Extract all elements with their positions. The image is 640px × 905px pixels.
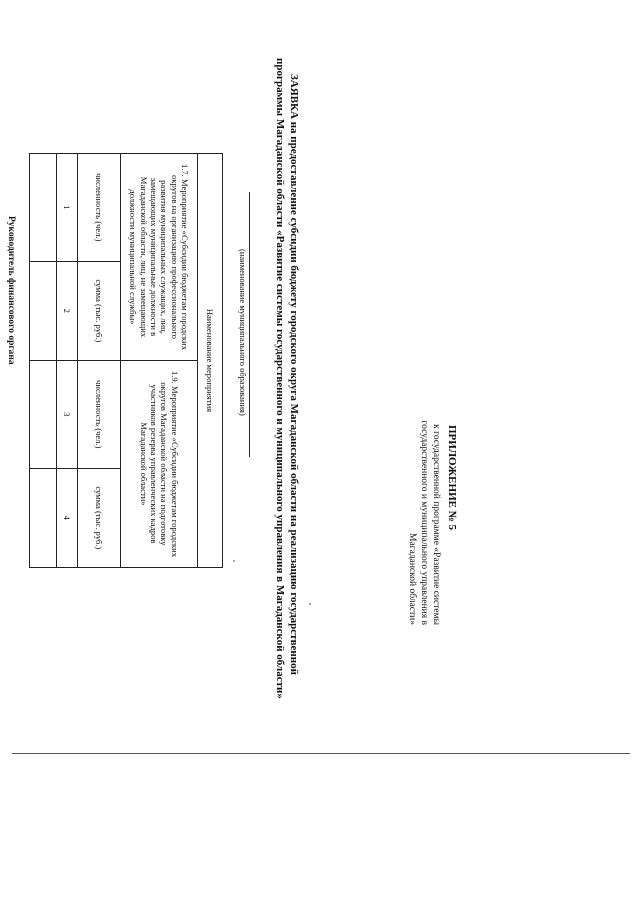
table-measures-row [121, 154, 198, 568]
col-number: 3 [57, 360, 78, 468]
measure-1-9: 1.9. Мероприятие «Субсидии бюджетам городских округов Магаданской области на подготовку участников резерва управленческих кадров Магаданской области» [121, 360, 198, 567]
table-cell [30, 261, 57, 360]
annex-title: ПРИЛОЖЕНИЕ № 5 [446, 425, 458, 531]
measure-1-7: 1.7. Мероприятие «Субсидии бюджетам городских округов на организацию профессионального развития муниципальных служащих, лиц, замещающих муниципальные должности в Магаданской области, лиц, не замещающих должности муниципальной службы» [121, 154, 198, 361]
table-columns-row [78, 154, 121, 568]
scan-edge-line [12, 753, 630, 754]
request-table [29, 153, 223, 568]
col-count-1: численность (чел.) [78, 154, 121, 262]
table-cell [30, 468, 57, 567]
col-number: 2 [57, 261, 78, 360]
table-header-row [198, 154, 223, 568]
col-number: 1 [57, 154, 78, 262]
col-sum-2: сумма (тыс. руб.) [78, 468, 121, 567]
table-numbers-row [57, 154, 78, 568]
finance-head-label: Руководитель финансового органа [6, 216, 16, 365]
request-title-line1: ЗАЯВКА на предоставление субсидии бюджету городского округа Магаданской области на реализацию государственной [288, 74, 300, 675]
table-data-row [30, 154, 57, 568]
table-cell [30, 154, 57, 262]
col-sum-1: сумма (тыс. руб.) [78, 261, 121, 360]
annex-subtitle: к государственной программе «Развитие системы государственного и муниципального управления в Магаданской области» [407, 420, 441, 625]
municipality-underline [249, 192, 250, 457]
table-header: Наименование мероприятия [198, 154, 223, 568]
col-count-2: численность (чел.) [78, 360, 121, 468]
col-number: 4 [57, 468, 78, 567]
municipality-caption: (наименование муниципального образования) [238, 249, 248, 416]
request-title-line2: программы Магаданской области «Развитие системы государственного и муниципального управления в Магаданской области» [274, 58, 286, 699]
table-cell [30, 360, 57, 468]
rotated-page [6, 30, 466, 699]
